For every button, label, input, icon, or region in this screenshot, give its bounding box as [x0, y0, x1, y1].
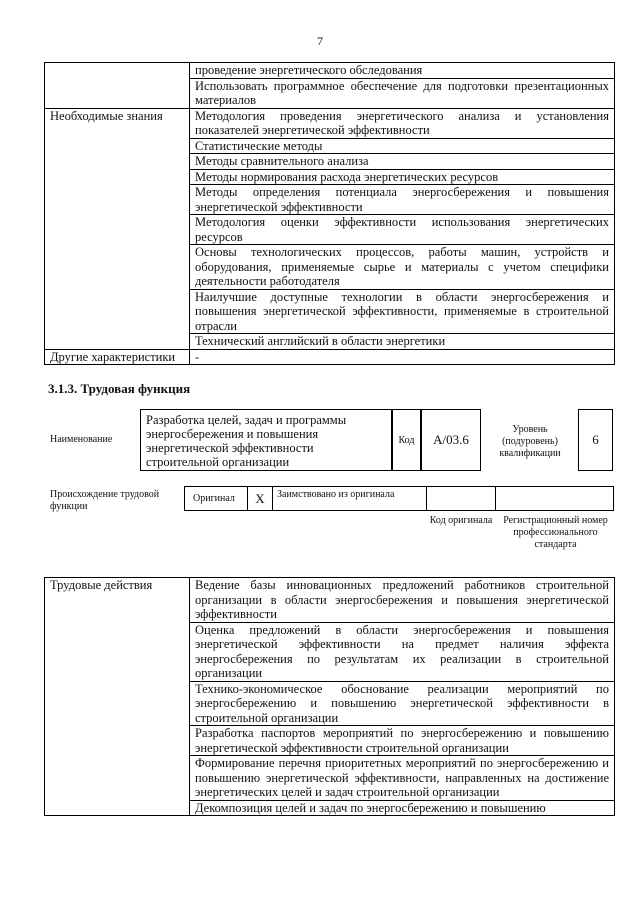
knowledge-item: Основы технологических процессов, работы машин, устройств и оборудования, применяемые сырье и материалы с учетом специфики деятельности работодателя	[190, 245, 615, 290]
table-row	[45, 63, 615, 79]
knowledge-label: Необходимые знания	[45, 108, 190, 349]
origin-label: Происхождение трудовой функции	[50, 489, 160, 512]
code-label: Код	[392, 409, 421, 471]
level-value: 6	[578, 409, 613, 471]
original-label: Оригинал	[184, 486, 248, 511]
action-item: Ведение базы инновационных предложений работников строительной организации в области энергосбережения и повышения энергетической эффективности	[190, 578, 615, 623]
skill-item: проведение энергетического обследования	[190, 63, 615, 79]
original-mark: X	[247, 486, 273, 511]
knowledge-item: Методология проведения энергетического анализа и установления показателей энергетической эффективности	[190, 108, 615, 138]
first-group-label-cell	[45, 63, 190, 109]
origin-row	[184, 486, 614, 511]
level-label: Уровень (подуровень) квалификации	[499, 424, 561, 459]
knowledge-item: Методы сравнительного анализа	[190, 154, 615, 170]
section-heading: 3.1.3. Трудовая функция	[48, 381, 191, 396]
skills-knowledge-table	[44, 62, 615, 365]
action-item: Разработка паспортов мероприятий по энергосбережению и повышению энергетической эффективности строительной организации	[190, 726, 615, 756]
reg-number-caption: Регистрационный номер профессионального стандарта	[503, 515, 608, 550]
name-label: Наименование	[50, 434, 113, 445]
knowledge-item: Наилучшие доступные технологии в области энергосбережения и повышения энергетической эффективности, применяемые в строительной отрасли	[190, 289, 615, 334]
other-characteristics-value: -	[190, 349, 615, 365]
table-row	[45, 578, 615, 623]
action-item: Декомпозиция целей и задач по энергосбережению и повышению	[190, 800, 615, 816]
table-row	[45, 349, 615, 365]
table-row	[45, 108, 615, 138]
knowledge-item: Методология оценки эффективности использования энергетических ресурсов	[190, 215, 615, 245]
action-item: Формирование перечня приоритетных мероприятий по энергосбережению и повышению энергетической эффективности, направленных на достижение энергетических целей и задач строительной организации	[190, 756, 615, 801]
function-name-box: Разработка целей, задач и программы энергосбережения и повышения энергетической эффективности строительной организации	[140, 409, 392, 471]
knowledge-item: Технический английский в области энергетики	[190, 334, 615, 350]
borrowed-label: Заимствовано из оригинала	[272, 486, 427, 511]
knowledge-item: Методы нормирования расхода энергетических ресурсов	[190, 169, 615, 185]
labor-actions-label: Трудовые действия	[45, 578, 190, 816]
labor-actions-table	[44, 577, 615, 816]
action-item: Технико-экономическое обоснование реализации мероприятий по энергосбережению и повышению энергетической эффективности в строительной организации	[190, 681, 615, 726]
other-characteristics-label: Другие характеристики	[45, 349, 190, 365]
code-original-cell	[426, 486, 496, 511]
code-value: А/03.6	[421, 409, 481, 471]
reg-number-cell	[495, 486, 614, 511]
page-number: 7	[317, 34, 323, 48]
skill-item: Использовать программное обеспечение для подготовки презентационных материалов	[190, 78, 615, 108]
knowledge-item: Методы определения потенциала энергосбережения и повышения энергетической эффективности	[190, 185, 615, 215]
knowledge-item: Статистические методы	[190, 138, 615, 154]
action-item: Оценка предложений в области энергосбережения и повышения энергетической эффективности на предмет наличия эффекта энергосбережения по результатам их реализации в строительной организации	[190, 622, 615, 681]
code-original-caption: Код оригинала	[429, 515, 493, 526]
